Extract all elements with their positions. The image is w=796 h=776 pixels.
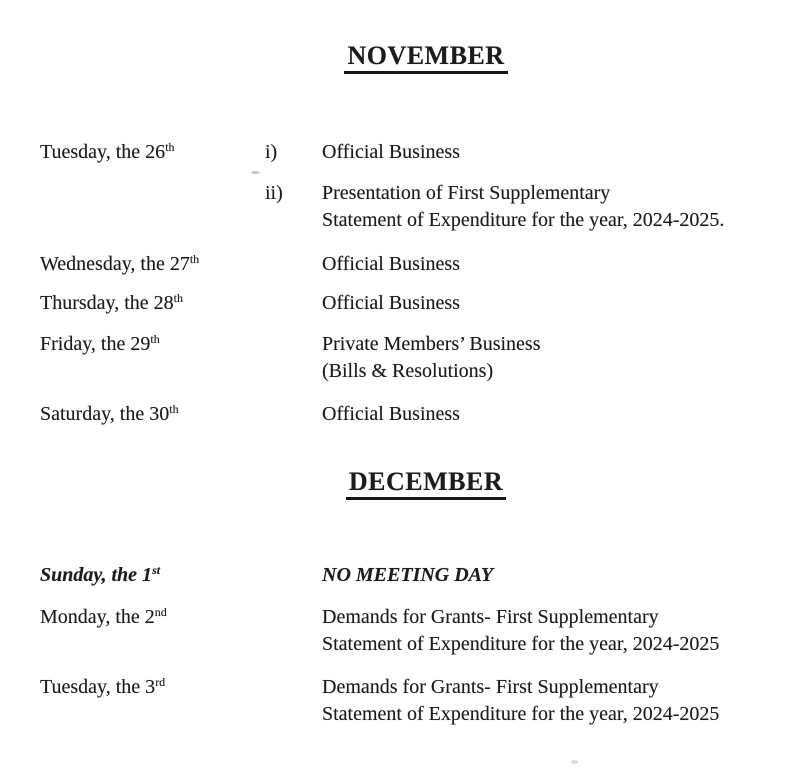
- business-line: Private Members’ Business: [322, 333, 541, 355]
- month-heading-december: [0, 468, 796, 500]
- day-label: [0, 674, 265, 701]
- schedule-row-nov-27: [0, 251, 460, 278]
- schedule-row-nov-26-item-2: [0, 180, 724, 234]
- day-label: [0, 562, 265, 589]
- ordinal-suffix: th: [165, 140, 175, 154]
- day-text: Tuesday, the 26: [40, 141, 166, 163]
- schedule-row-dec-2: [0, 604, 719, 658]
- day-text: Monday, the 2: [40, 606, 155, 628]
- business-line: Presentation of First Supplementary: [322, 182, 611, 204]
- schedule-row-nov-28: [0, 290, 460, 317]
- ordinal-suffix: th: [150, 332, 160, 346]
- month-heading-november: [0, 42, 796, 74]
- business-text: [322, 180, 724, 234]
- item-number: i): [265, 141, 278, 163]
- schedule-row-dec-1: [0, 562, 493, 589]
- ordinal-suffix: st: [152, 563, 161, 577]
- business-text: [322, 331, 541, 385]
- day-text: Wednesday, the 27: [40, 253, 190, 275]
- business-line: NO MEETING DAY: [322, 564, 494, 586]
- schedule-row-nov-26: [0, 139, 460, 166]
- day-label: [0, 139, 265, 166]
- day-text: Tuesday, the 3: [40, 676, 156, 698]
- schedule-row-nov-29: [0, 331, 541, 385]
- business-text: [322, 401, 460, 428]
- business-line: Official Business: [322, 141, 460, 163]
- ordinal-suffix: th: [173, 291, 184, 305]
- ordinal-suffix: nd: [154, 605, 167, 619]
- ordinal-suffix: th: [189, 252, 200, 266]
- business-line: Official Business: [322, 253, 460, 275]
- month-title: DECEMBER: [346, 468, 506, 500]
- day-label: [0, 251, 265, 278]
- business-line: Demands for Grants- First Supplementary: [322, 676, 659, 698]
- day-text: Friday, the 29: [40, 333, 151, 355]
- day-label: [0, 331, 265, 358]
- day-label: [0, 604, 265, 631]
- business-text: [322, 251, 460, 278]
- business-line: Demands for Grants- First Supplementary: [322, 606, 659, 628]
- day-label: [0, 401, 265, 428]
- business-text: [322, 290, 460, 317]
- schedule-row-dec-3: [0, 674, 719, 728]
- day-text: Saturday, the 30: [40, 403, 170, 425]
- day-label: [0, 290, 265, 317]
- day-text: Sunday, the 1: [40, 564, 153, 586]
- business-text: [322, 674, 719, 728]
- business-line: Statement of Expenditure for the year, 2024-2025: [322, 703, 720, 725]
- ordinal-suffix: th: [169, 402, 179, 416]
- day-text: Thursday, the 28: [40, 292, 174, 314]
- ordinal-suffix: rd: [155, 675, 166, 689]
- scan-speck: [251, 171, 260, 174]
- month-title: NOVEMBER: [344, 42, 507, 74]
- item-number: ii): [265, 182, 283, 204]
- business-line: (Bills & Resolutions): [322, 360, 494, 382]
- schedule-row-nov-30: [0, 401, 460, 428]
- business-line: Statement of Expenditure for the year, 2024-2025.: [322, 209, 725, 231]
- scan-speck: [571, 760, 578, 764]
- business-text: [322, 139, 460, 166]
- business-text: [322, 562, 493, 589]
- business-line: Statement of Expenditure for the year, 2024-2025: [322, 633, 720, 655]
- business-line: Official Business: [322, 292, 460, 314]
- business-text: [322, 604, 719, 658]
- business-line: Official Business: [322, 403, 460, 425]
